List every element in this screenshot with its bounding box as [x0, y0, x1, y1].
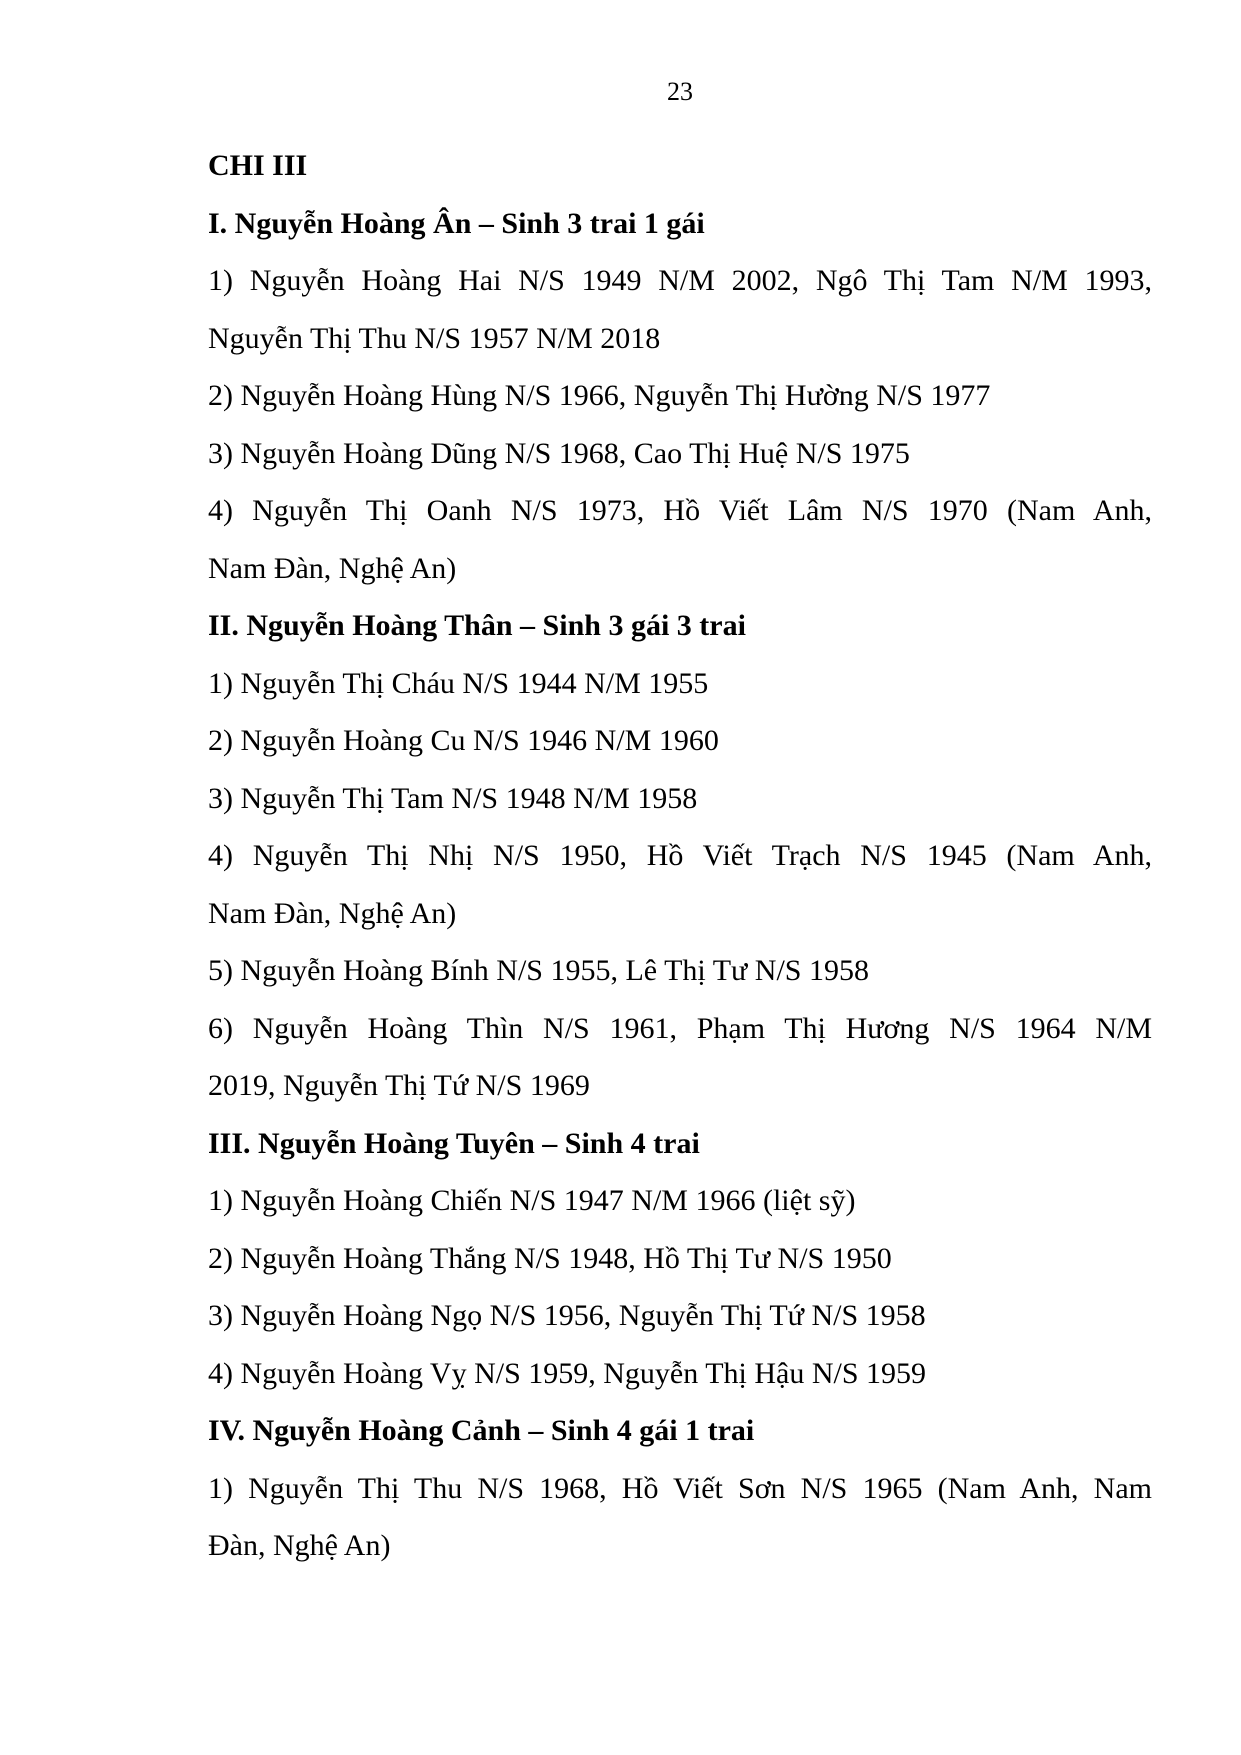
section-heading: III. Nguyễn Hoàng Tuyên – Sinh 4 trai	[208, 1126, 700, 1160]
page-number: 23	[667, 77, 693, 106]
list-item	[208, 1460, 1152, 1575]
entry-line: 1) Nguyễn Thị Thu N/S 1968, Hồ Viết Sơn N/S 1965 (Nam Anh, Nam	[208, 1471, 1152, 1505]
entry-line: 4) Nguyễn Thị Nhị N/S 1950, Hồ Viết Trạch N/S 1945 (Nam Anh,	[208, 839, 1152, 872]
entry-line: 3) Nguyễn Thị Tam N/S 1948 N/M 1958	[208, 781, 698, 815]
list-item	[208, 1230, 1152, 1288]
entry-line: 5) Nguyễn Hoàng Bính N/S 1955, Lê Thị Tư N/S 1958	[208, 954, 869, 987]
list-item	[208, 482, 1152, 597]
list-item	[208, 712, 1152, 770]
list-item	[208, 827, 1152, 942]
section-4	[208, 1402, 1152, 1575]
list-item	[208, 252, 1152, 367]
section-heading: IV. Nguyễn Hoàng Cảnh – Sinh 4 gái 1 trai	[208, 1414, 755, 1447]
entry-line: 2) Nguyễn Hoàng Thắng N/S 1948, Hồ Thị Tư N/S 1950	[208, 1241, 892, 1275]
section-3	[208, 1115, 1152, 1403]
entry-line: 4) Nguyễn Hoàng Vỵ N/S 1959, Nguyễn Thị Hậu N/S 1959	[208, 1356, 927, 1390]
entry-line: Đàn, Nghệ An)	[208, 1529, 391, 1562]
document-body	[208, 137, 1152, 1575]
list-item	[208, 367, 1152, 425]
list-item	[208, 1172, 1152, 1230]
entry-line: 1) Nguyễn Hoàng Hai N/S 1949 N/M 2002, Ngô Thị Tam N/M 1993,	[208, 264, 1152, 297]
entry-line: 6) Nguyễn Hoàng Thìn N/S 1961, Phạm Thị Hương N/S 1964 N/M	[208, 1011, 1152, 1045]
section-heading: I. Nguyễn Hoàng Ân – Sinh 3 trai 1 gái	[208, 206, 705, 240]
entry-line: Nguyễn Thị Thu N/S 1957 N/M 2018	[208, 321, 661, 355]
list-item	[208, 1345, 1152, 1403]
list-item	[208, 770, 1152, 828]
list-item	[208, 1000, 1152, 1115]
entry-line: Nam Đàn, Nghệ An)	[208, 896, 457, 930]
section-1	[208, 195, 1152, 598]
list-item	[208, 1287, 1152, 1345]
entry-line: 1) Nguyễn Thị Cháu N/S 1944 N/M 1955	[208, 666, 709, 700]
entry-line: 2) Nguyễn Hoàng Hùng N/S 1966, Nguyễn Thị Hường N/S 1977	[208, 379, 991, 412]
entry-line: 3) Nguyễn Hoàng Ngọ N/S 1956, Nguyễn Thị Tứ N/S 1958	[208, 1299, 926, 1332]
entry-line: 2019, Nguyễn Thị Tứ N/S 1969	[208, 1069, 590, 1102]
entry-line: 2) Nguyễn Hoàng Cu N/S 1946 N/M 1960	[208, 724, 719, 757]
chapter-title: CHI III	[208, 149, 308, 182]
section-heading: II. Nguyễn Hoàng Thân – Sinh 3 gái 3 trai	[208, 609, 746, 642]
list-item	[208, 425, 1152, 483]
entry-line: 1) Nguyễn Hoàng Chiến N/S 1947 N/M 1966 (liệt sỹ)	[208, 1184, 856, 1217]
entry-line: 4) Nguyễn Thị Oanh N/S 1973, Hồ Viết Lâm N/S 1970 (Nam Anh,	[208, 494, 1152, 527]
entry-line: 3) Nguyễn Hoàng Dũng N/S 1968, Cao Thị Huệ N/S 1975	[208, 436, 910, 470]
section-2	[208, 597, 1152, 1115]
list-item	[208, 942, 1152, 1000]
entry-line: Nam Đàn, Nghệ An)	[208, 551, 457, 585]
list-item	[208, 655, 1152, 713]
